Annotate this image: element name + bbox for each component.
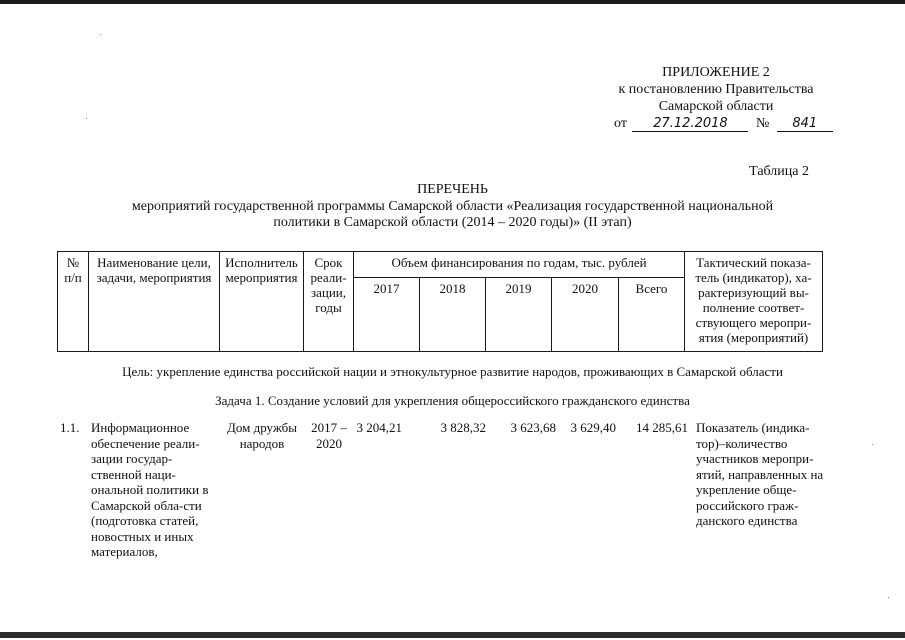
header-total: Всего	[619, 278, 685, 352]
subtitle-line-2: политики в Самарской области (2014 – 2020 годы)» (II этап)	[273, 215, 632, 230]
header-executor: Исполнитель мероприятия	[220, 252, 304, 352]
scan-top-edge	[0, 0, 905, 4]
row-funding-total: 14 285,61	[636, 420, 688, 435]
header-year-2020: 2020	[552, 278, 619, 352]
scan-speck	[100, 34, 101, 35]
header-year-2019: 2019	[486, 278, 552, 352]
appendix-header	[596, 64, 836, 115]
document-subtitle	[40, 199, 865, 231]
header-indicator: Тактический показа-тель (индикатор), ха-рактеризующий вы-полнение соответ-ствующего меропри-ятия (мероприятий)	[685, 252, 823, 352]
handwritten-number: 841	[777, 117, 833, 132]
row-funding-2019: 3 623,68	[510, 420, 556, 435]
row-term: 2017 – 2020	[311, 420, 347, 451]
goal-statement: Цель: укрепление единства российской нации и этнокультурное развитие народов, проживающих в Самарской области	[122, 364, 783, 379]
header-year-2018: 2018	[420, 278, 486, 352]
header-term: Срок реали-зации, годы	[304, 252, 354, 352]
scan-speck	[872, 444, 873, 445]
scan-speck	[888, 597, 889, 598]
header-funding: Объем финансирования по годам, тыс. рублей	[354, 252, 685, 278]
table-label: Таблица 2	[749, 164, 809, 179]
number-prefix: №	[755, 116, 770, 131]
task-statement: Задача 1. Создание условий для укрепления общероссийского гражданского единства	[215, 393, 690, 408]
row-number: 1.1.	[60, 420, 80, 435]
row-funding-2020: 3 629,40	[570, 420, 616, 435]
row-measure-name: Информационное обеспечение реали-зации государ-ственной наци-ональной политики в Самарской обла-сти (подготовка статей, новостных и иных материалов,	[91, 420, 209, 559]
appendix-region: Самарской области	[658, 99, 774, 114]
appendix-resolution: к постановлению Правительства	[618, 82, 814, 97]
scan-speck	[86, 118, 87, 119]
header-name: Наименование цели, задачи, мероприятия	[89, 252, 220, 352]
header-year-2017: 2017	[354, 278, 420, 352]
row-executor: Дом дружбы народов	[226, 420, 298, 451]
scan-bottom-edge	[0, 632, 905, 638]
row-funding-2017: 3 204,21	[356, 420, 402, 435]
row-indicator: Показатель (индика-тор)–количество участников меропри-ятий, направленных на укрепление обще-российского граж-данского единства	[696, 420, 824, 528]
header-num: № п/п	[58, 252, 89, 352]
appendix-date-line	[614, 116, 833, 132]
measures-table-header	[57, 251, 823, 352]
document-title: ПЕРЕЧЕНЬ	[417, 182, 488, 197]
appendix-title: ПРИЛОЖЕНИЕ 2	[662, 65, 770, 80]
subtitle-line-1: мероприятий государственной программы Самарской области «Реализация государственной национальной	[131, 199, 774, 214]
handwritten-date: 27.12.2018	[632, 117, 748, 132]
row-funding-2018: 3 828,32	[440, 420, 486, 435]
date-prefix: от	[614, 116, 627, 131]
